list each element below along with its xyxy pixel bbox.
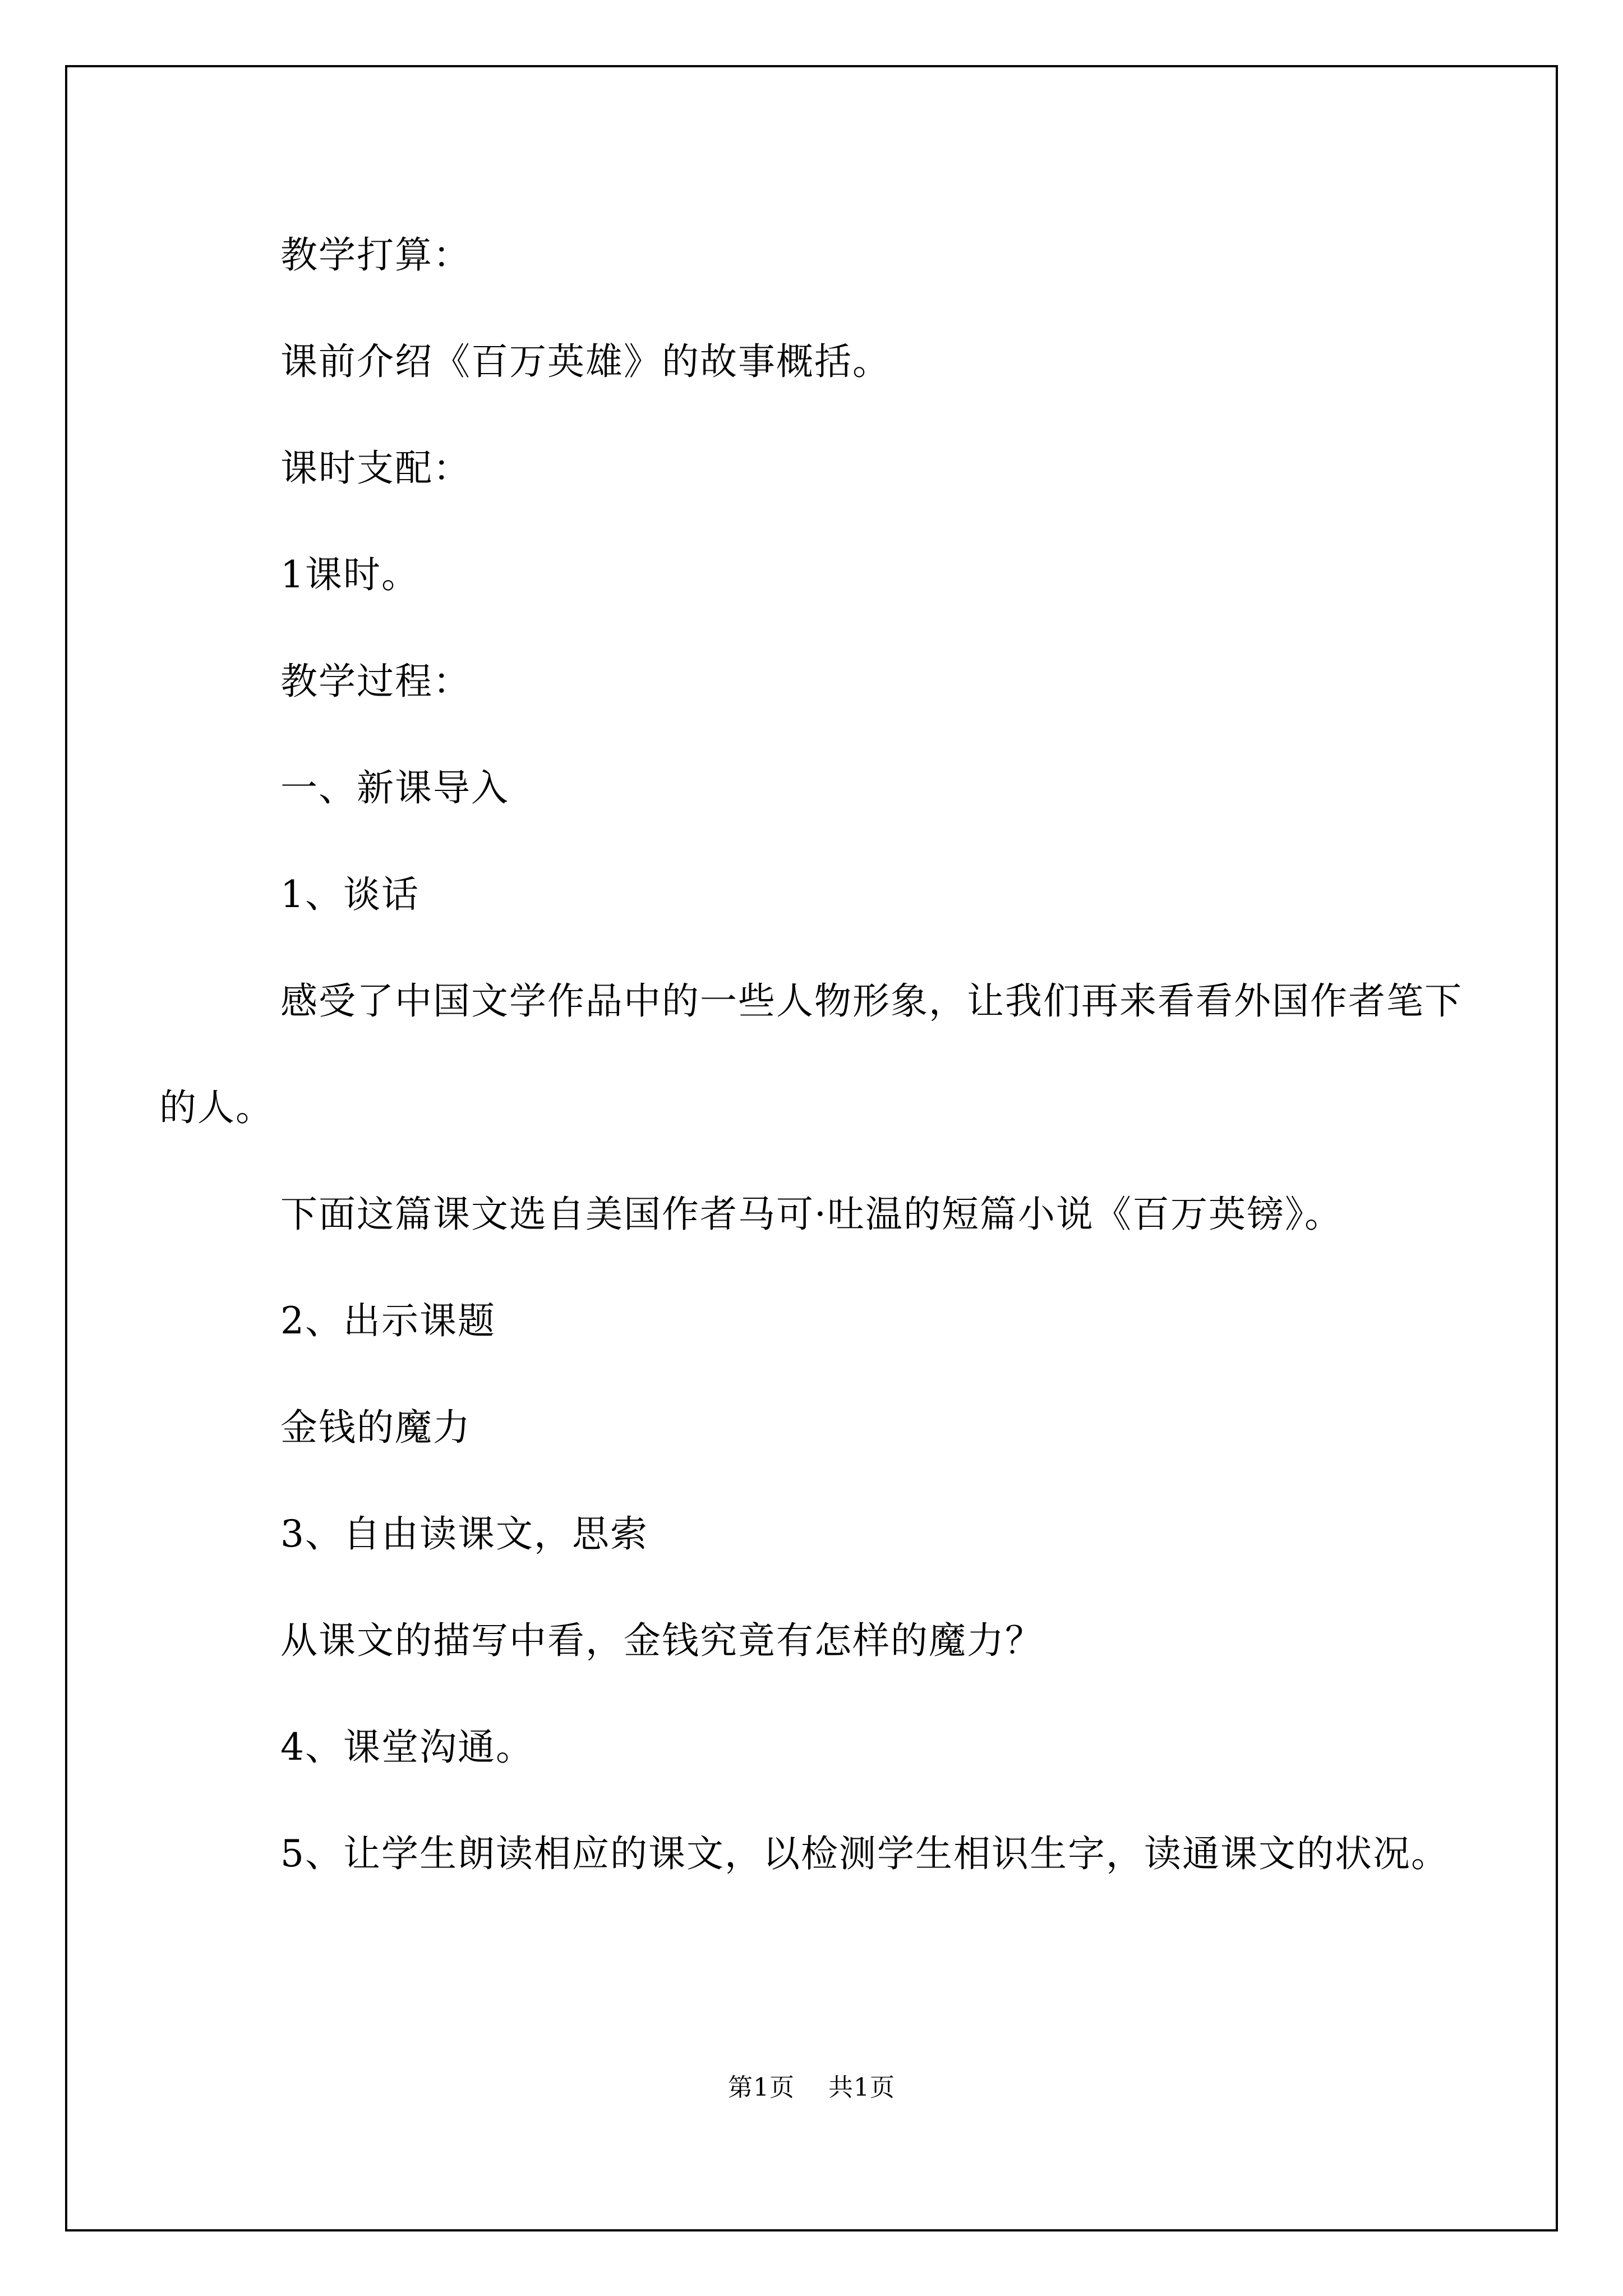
paragraph: 下面这篇课文选自美国作者马可·吐温的短篇小说《百万英镑》。 — [280, 1193, 1343, 1236]
paragraph: 从课文的描写中看，金钱究竟有怎样的魔力？ — [280, 1619, 1043, 1662]
paragraph: 2、出示课题 — [280, 1299, 496, 1342]
paragraph: 4、课堂沟通。 — [280, 1726, 534, 1769]
page-number: 第1页 — [728, 2073, 795, 2102]
paragraph: 教学打算： — [280, 233, 471, 277]
paragraph: 教学过程： — [280, 660, 471, 703]
paragraph: 1、谈话 — [280, 873, 419, 916]
paragraph: 5、让学生朗读相应的课文，以检测学生相识生字，读通课文的状况。 — [280, 1832, 1449, 1875]
paragraph: 课时支配： — [280, 447, 471, 490]
document-body — [159, 202, 1466, 1907]
page-total: 共1页 — [828, 2073, 895, 2102]
paragraph: 1课时。 — [280, 553, 419, 596]
paragraph: 课前介绍《百万英雄》的故事概括。 — [280, 340, 891, 383]
paragraph: 金钱的魔力 — [280, 1406, 471, 1449]
paragraph: 3、自由读课文，思索 — [280, 1512, 648, 1556]
page-footer — [0, 2071, 1623, 2105]
paragraph: 一、新课导入 — [280, 766, 509, 809]
paragraph: 感受了中国文学作品中的一些人物形象，让我们再来看看外国作者笔下的人。 — [159, 979, 1463, 1129]
